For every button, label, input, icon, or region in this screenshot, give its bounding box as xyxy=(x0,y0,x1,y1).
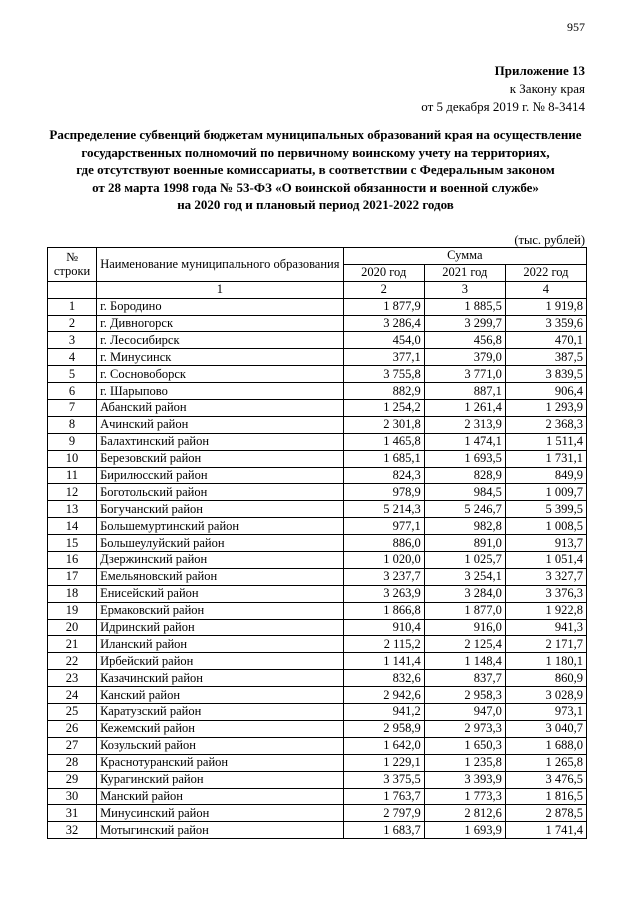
row-number: 15 xyxy=(48,535,97,552)
table-row xyxy=(48,754,587,771)
value-2021: 1 885,5 xyxy=(424,298,505,315)
value-2021: 1 773,3 xyxy=(424,788,505,805)
row-name: Курагинский район xyxy=(97,771,344,788)
value-2022: 1 741,4 xyxy=(505,822,586,839)
value-2022: 1 051,4 xyxy=(505,552,586,569)
value-2022: 1 922,8 xyxy=(505,602,586,619)
table-row xyxy=(48,315,587,332)
page-number: 957 xyxy=(567,20,585,34)
row-name: Большемуртинский район xyxy=(97,518,344,535)
value-2021: 1 474,1 xyxy=(424,433,505,450)
value-2022: 1 919,8 xyxy=(505,298,586,315)
value-2020: 832,6 xyxy=(343,670,424,687)
table-row xyxy=(48,450,587,467)
value-2020: 1 020,0 xyxy=(343,552,424,569)
value-2022: 849,9 xyxy=(505,467,586,484)
value-2020: 2 301,8 xyxy=(343,416,424,433)
value-2021: 3 254,1 xyxy=(424,568,505,585)
title-line: на 2020 год и плановый период 2021-2022 годов xyxy=(177,197,454,212)
row-number: 13 xyxy=(48,501,97,518)
table-row xyxy=(48,349,587,366)
value-2021: 456,8 xyxy=(424,332,505,349)
row-number: 32 xyxy=(48,822,97,839)
row-name: г. Лесосибирск xyxy=(97,332,344,349)
value-2022: 1 511,4 xyxy=(505,433,586,450)
table-row xyxy=(48,585,587,602)
row-name: Каратузский район xyxy=(97,704,344,721)
table-row xyxy=(48,704,587,721)
value-2022: 1 009,7 xyxy=(505,484,586,501)
value-2021: 1 025,7 xyxy=(424,552,505,569)
row-name: Богучанский район xyxy=(97,501,344,518)
table-row xyxy=(48,383,587,400)
value-2021: 1 261,4 xyxy=(424,400,505,417)
col-number: 2 xyxy=(343,281,424,298)
value-2021: 1 148,4 xyxy=(424,653,505,670)
value-2020: 3 375,5 xyxy=(343,771,424,788)
table-row xyxy=(48,518,587,535)
value-2020: 1 642,0 xyxy=(343,737,424,754)
header-2022: 2022 год xyxy=(505,264,586,281)
value-2022: 3 028,9 xyxy=(505,687,586,704)
value-2021: 3 771,0 xyxy=(424,366,505,383)
row-name: Ачинский район xyxy=(97,416,344,433)
table-row xyxy=(48,619,587,636)
table-row xyxy=(48,687,587,704)
row-name: Краснотуранский район xyxy=(97,754,344,771)
table-row xyxy=(48,771,587,788)
header-num: № строки xyxy=(48,248,97,282)
row-name: Емельяновский район xyxy=(97,568,344,585)
table-row xyxy=(48,822,587,839)
value-2020: 1 685,1 xyxy=(343,450,424,467)
value-2020: 1 229,1 xyxy=(343,754,424,771)
title-line: где отсутствуют военные комиссариаты, в соответствии с Федеральным законом xyxy=(76,162,555,177)
row-number: 1 xyxy=(48,298,97,315)
col-number: 1 xyxy=(97,281,344,298)
table-row xyxy=(48,670,587,687)
row-number: 23 xyxy=(48,670,97,687)
row-number: 11 xyxy=(48,467,97,484)
value-2020: 377,1 xyxy=(343,349,424,366)
row-number: 28 xyxy=(48,754,97,771)
value-2021: 2 812,6 xyxy=(424,805,505,822)
row-number: 17 xyxy=(48,568,97,585)
title-line: государственных полномочий по первичному воинскому учету на территориях, xyxy=(81,144,550,160)
value-2021: 947,0 xyxy=(424,704,505,721)
row-number: 7 xyxy=(48,400,97,417)
row-number: 25 xyxy=(48,704,97,721)
col-number: 3 xyxy=(424,281,505,298)
title-line: Распределение субвенций бюджетам муниципальных образований края на осуществление xyxy=(49,127,582,142)
value-2020: 882,9 xyxy=(343,383,424,400)
value-2020: 977,1 xyxy=(343,518,424,535)
value-2022: 3 040,7 xyxy=(505,720,586,737)
value-2022: 1 293,9 xyxy=(505,400,586,417)
subvention-table xyxy=(47,247,587,839)
row-name: Мотыгинский район xyxy=(97,822,344,839)
value-2021: 1 235,8 xyxy=(424,754,505,771)
value-2021: 3 284,0 xyxy=(424,585,505,602)
table-row xyxy=(48,788,587,805)
value-2020: 910,4 xyxy=(343,619,424,636)
value-2021: 2 313,9 xyxy=(424,416,505,433)
value-2022: 470,1 xyxy=(505,332,586,349)
value-2022: 3 327,7 xyxy=(505,568,586,585)
value-2022: 973,1 xyxy=(505,704,586,721)
appendix-law-ref: к Закону края xyxy=(509,81,585,96)
value-2022: 1 265,8 xyxy=(505,754,586,771)
value-2020: 2 115,2 xyxy=(343,636,424,653)
value-2020: 1 877,9 xyxy=(343,298,424,315)
row-name: Казачинский район xyxy=(97,670,344,687)
row-number: 24 xyxy=(48,687,97,704)
header-2021: 2021 год xyxy=(424,264,505,281)
value-2021: 1 650,3 xyxy=(424,737,505,754)
value-2020: 3 263,9 xyxy=(343,585,424,602)
col-number: 4 xyxy=(505,281,586,298)
row-name: Ермаковский район xyxy=(97,602,344,619)
value-2022: 3 476,5 xyxy=(505,771,586,788)
value-2020: 2 958,9 xyxy=(343,720,424,737)
row-number: 12 xyxy=(48,484,97,501)
row-name: Канский район xyxy=(97,687,344,704)
row-name: Абанский район xyxy=(97,400,344,417)
value-2022: 2 171,7 xyxy=(505,636,586,653)
table-row xyxy=(48,501,587,518)
table-row xyxy=(48,400,587,417)
row-number: 19 xyxy=(48,602,97,619)
row-name: Козульский район xyxy=(97,737,344,754)
row-name: Бирилюсский район xyxy=(97,467,344,484)
row-name: Большеулуйский район xyxy=(97,535,344,552)
value-2022: 941,3 xyxy=(505,619,586,636)
row-number: 31 xyxy=(48,805,97,822)
value-2022: 906,4 xyxy=(505,383,586,400)
value-2020: 2 797,9 xyxy=(343,805,424,822)
value-2021: 828,9 xyxy=(424,467,505,484)
row-name: Манский район xyxy=(97,788,344,805)
value-2022: 3 376,3 xyxy=(505,585,586,602)
appendix-date-ref: от 5 декабря 2019 г. № 8-3414 xyxy=(421,99,585,114)
row-number: 8 xyxy=(48,416,97,433)
row-number: 6 xyxy=(48,383,97,400)
value-2020: 1 465,8 xyxy=(343,433,424,450)
value-2021: 891,0 xyxy=(424,535,505,552)
value-2022: 387,5 xyxy=(505,349,586,366)
header-sum: Сумма xyxy=(343,248,586,265)
value-2020: 886,0 xyxy=(343,535,424,552)
value-2022: 3 359,6 xyxy=(505,315,586,332)
table-row xyxy=(48,332,587,349)
value-2020: 1 763,7 xyxy=(343,788,424,805)
value-2021: 2 958,3 xyxy=(424,687,505,704)
row-number: 22 xyxy=(48,653,97,670)
table-row xyxy=(48,467,587,484)
value-2020: 3 237,7 xyxy=(343,568,424,585)
value-2021: 379,0 xyxy=(424,349,505,366)
row-number: 29 xyxy=(48,771,97,788)
value-2020: 1 866,8 xyxy=(343,602,424,619)
value-2021: 3 393,9 xyxy=(424,771,505,788)
row-number: 3 xyxy=(48,332,97,349)
value-2021: 982,8 xyxy=(424,518,505,535)
row-number: 20 xyxy=(48,619,97,636)
table-row xyxy=(48,433,587,450)
value-2020: 1 141,4 xyxy=(343,653,424,670)
value-2021: 916,0 xyxy=(424,619,505,636)
header-name: Наименование муниципального образования xyxy=(97,248,344,282)
row-name: Березовский район xyxy=(97,450,344,467)
value-2021: 1 693,9 xyxy=(424,822,505,839)
table-row xyxy=(48,366,587,383)
row-name: г. Шарыпово xyxy=(97,383,344,400)
value-2020: 1 683,7 xyxy=(343,822,424,839)
row-name: г. Сосновоборск xyxy=(97,366,344,383)
value-2022: 3 839,5 xyxy=(505,366,586,383)
table-row xyxy=(48,805,587,822)
value-2021: 837,7 xyxy=(424,670,505,687)
row-name: Енисейский район xyxy=(97,585,344,602)
units-label: (тыс. рублей) xyxy=(514,233,585,247)
value-2021: 1 693,5 xyxy=(424,450,505,467)
table-row xyxy=(48,298,587,315)
row-number: 9 xyxy=(48,433,97,450)
value-2021: 2 125,4 xyxy=(424,636,505,653)
appendix-label: Приложение 13 xyxy=(494,63,585,78)
row-number: 10 xyxy=(48,450,97,467)
table-row xyxy=(48,602,587,619)
value-2021: 984,5 xyxy=(424,484,505,501)
row-number: 5 xyxy=(48,366,97,383)
table-row xyxy=(48,737,587,754)
row-name: Идринский район xyxy=(97,619,344,636)
row-name: г. Минусинск xyxy=(97,349,344,366)
value-2021: 887,1 xyxy=(424,383,505,400)
row-number: 4 xyxy=(48,349,97,366)
value-2020: 824,3 xyxy=(343,467,424,484)
title-line: от 28 марта 1998 года № 53-ФЗ «О воинской обязанности и военной службе» xyxy=(92,179,539,195)
table-row xyxy=(48,552,587,569)
column-numbers-row xyxy=(48,281,587,298)
row-name: Ирбейский район xyxy=(97,653,344,670)
value-2020: 1 254,2 xyxy=(343,400,424,417)
row-name: Дзержинский район xyxy=(97,552,344,569)
row-name: Иланский район xyxy=(97,636,344,653)
value-2020: 3 755,8 xyxy=(343,366,424,383)
value-2022: 1 008,5 xyxy=(505,518,586,535)
appendix-header xyxy=(421,62,585,116)
row-number: 18 xyxy=(48,585,97,602)
value-2022: 5 399,5 xyxy=(505,501,586,518)
row-name: г. Дивногорск xyxy=(97,315,344,332)
table-row xyxy=(48,636,587,653)
value-2022: 913,7 xyxy=(505,535,586,552)
row-number: 30 xyxy=(48,788,97,805)
value-2021: 2 973,3 xyxy=(424,720,505,737)
value-2022: 1 180,1 xyxy=(505,653,586,670)
table-row xyxy=(48,416,587,433)
row-number: 26 xyxy=(48,720,97,737)
value-2021: 1 877,0 xyxy=(424,602,505,619)
row-number: 27 xyxy=(48,737,97,754)
value-2022: 1 816,5 xyxy=(505,788,586,805)
value-2020: 3 286,4 xyxy=(343,315,424,332)
row-number: 2 xyxy=(48,315,97,332)
row-number: 14 xyxy=(48,518,97,535)
value-2020: 2 942,6 xyxy=(343,687,424,704)
table-row xyxy=(48,484,587,501)
row-name: Минусинский район xyxy=(97,805,344,822)
table-row xyxy=(48,720,587,737)
value-2020: 5 214,3 xyxy=(343,501,424,518)
value-2020: 941,2 xyxy=(343,704,424,721)
value-2022: 2 878,5 xyxy=(505,805,586,822)
row-name: Боготольский район xyxy=(97,484,344,501)
row-name: Балахтинский район xyxy=(97,433,344,450)
document-title xyxy=(40,126,591,214)
value-2022: 2 368,3 xyxy=(505,416,586,433)
row-number: 16 xyxy=(48,552,97,569)
value-2022: 860,9 xyxy=(505,670,586,687)
value-2020: 978,9 xyxy=(343,484,424,501)
value-2021: 5 246,7 xyxy=(424,501,505,518)
row-number: 21 xyxy=(48,636,97,653)
value-2020: 454,0 xyxy=(343,332,424,349)
header-2020: 2020 год xyxy=(343,264,424,281)
value-2022: 1 731,1 xyxy=(505,450,586,467)
table-row xyxy=(48,535,587,552)
row-name: г. Бородино xyxy=(97,298,344,315)
table-row xyxy=(48,653,587,670)
value-2022: 1 688,0 xyxy=(505,737,586,754)
table-row xyxy=(48,568,587,585)
value-2021: 3 299,7 xyxy=(424,315,505,332)
header-row xyxy=(48,248,587,265)
row-name: Кежемский район xyxy=(97,720,344,737)
